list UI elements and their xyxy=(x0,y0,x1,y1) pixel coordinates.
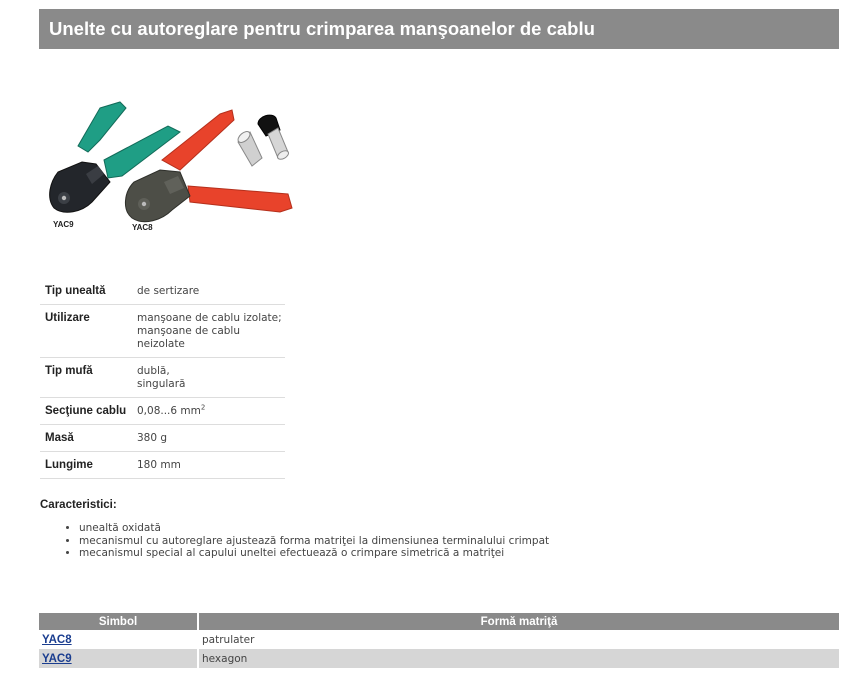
spec-value: 380 g xyxy=(133,425,285,452)
ferrules-illustration xyxy=(236,115,290,166)
spec-row xyxy=(40,425,285,452)
spec-row xyxy=(40,305,285,358)
label-yac9: YAC9 xyxy=(53,220,74,229)
specs-table xyxy=(40,278,285,479)
spec-value xyxy=(133,398,285,425)
shape-cell: patrulater xyxy=(202,633,255,646)
spec-key: Lungime xyxy=(40,452,133,479)
symbol-cell xyxy=(39,649,199,668)
feature-item: • mecanismul cu autoreglare ajustează forma matriţei la dimensiunea terminalului crimpat xyxy=(79,535,549,548)
feature-item: • unealtă oxidată xyxy=(79,522,549,535)
spec-key: Utilizare xyxy=(40,305,133,358)
spec-value-line: manşoane de cablu izolate; xyxy=(137,312,282,324)
spec-value xyxy=(133,358,285,398)
spec-value: de sertizare xyxy=(133,278,285,305)
spec-key: Masă xyxy=(40,425,133,452)
product-image xyxy=(40,100,300,235)
spec-key: Tip unealtă xyxy=(40,278,133,305)
spec-key: Secţiune cablu xyxy=(40,398,133,425)
spec-key: Tip mufă xyxy=(40,358,133,398)
spec-row xyxy=(40,278,285,305)
spec-value-line: dublă, xyxy=(137,365,170,377)
spec-value xyxy=(133,305,285,358)
shape-cell: hexagon xyxy=(199,649,839,668)
spec-row xyxy=(40,358,285,398)
symbol-table xyxy=(39,613,839,668)
spec-value: 180 mm xyxy=(133,452,285,479)
table-row xyxy=(39,630,839,649)
spec-value-line: manşoane de cablu neizolate xyxy=(137,325,241,350)
header-shape: Formă matriţă xyxy=(199,613,839,630)
spec-row xyxy=(40,452,285,479)
spec-value-sup: 2 xyxy=(200,403,206,412)
symbol-cell xyxy=(39,630,199,649)
features-list xyxy=(79,522,549,560)
header-symbol: Simbol xyxy=(39,613,199,630)
spec-value-text: 0,08...6 mm xyxy=(137,405,201,417)
feature-item: • mecanismul special al capului uneltei efectuează o crimpare simetrică a matriţei xyxy=(79,547,549,560)
table-header-row xyxy=(39,613,839,630)
features-heading: Caracteristici: xyxy=(40,499,117,511)
symbol-link-yac8[interactable]: YAC8 xyxy=(42,633,72,646)
page-title-bar xyxy=(39,9,839,49)
spec-row xyxy=(40,398,285,425)
spec-value-line: singulară xyxy=(137,378,186,390)
table-row xyxy=(39,649,839,668)
page-title: Unelte cu autoreglare pentru crimparea manşoanelor de cablu xyxy=(49,18,595,39)
symbol-link-yac9[interactable]: YAC9 xyxy=(42,652,72,665)
label-yac8: YAC8 xyxy=(132,223,153,232)
